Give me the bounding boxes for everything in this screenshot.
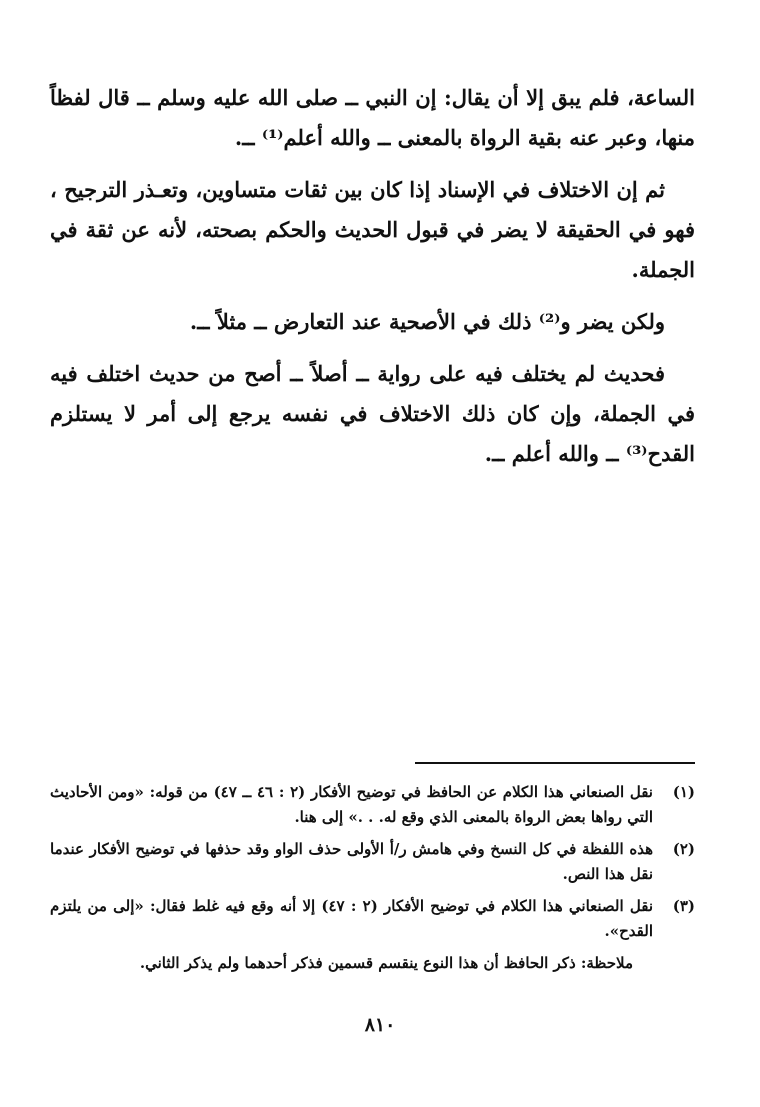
main-text	[50, 78, 695, 486]
footnote-text: نقل الصنعاني هذا الكلام في توضيح الأفكار (٢ : ٤٧) إلا أنه وقع فيه غلط فقال: «إلى من يلتزم القدح».	[50, 897, 653, 940]
paragraph-1: الساعة، فلم يبق إلا أن يقال: إن النبي ــ صلى الله عليه وسلم ــ قال لفظاً منها، وعبر عنه بقية الرواة بالمعنى ــ والله أعلم⁽¹⁾ ــ.	[50, 85, 695, 150]
footnote-1	[50, 780, 695, 830]
footnote-divider	[415, 762, 695, 764]
footnotes	[50, 780, 695, 976]
footnote-number: (٢)	[672, 840, 695, 858]
footnote-text: نقل الصنعاني هذا الكلام عن الحافظ في توضيح الأفكار (٢ : ٤٦ ــ ٤٧) من قوله: «ومن الأحاديث التي رواها بعض الرواة بالمعنى الذي وقع له. . .» إلى هنا.	[50, 783, 653, 826]
footnote-number: (٣)	[672, 897, 695, 915]
paragraph-2: ثم إن الاختلاف في الإسناد إذا كان بين ثقات متساوين، وتعـذر الترجيح ، فهو في الحقيقة لا يضر في قبول الحديث والحكم بصحته، لأنه عن ثقة في الجملة.	[50, 177, 695, 282]
page-number: ٨١٠	[364, 1014, 396, 1036]
footnote-number: (١)	[672, 783, 695, 801]
paragraph-3: ولكن يضر و⁽²⁾ ذلك في الأصحية عند التعارض ــ مثلاً ــ.	[189, 309, 665, 334]
footnote-2	[50, 837, 695, 887]
paragraph-4: فحديث لم يختلف فيه على رواية ــ أصلاً ــ أصح من حديث اختلف فيه في الجملة، وإن كان ذلك الاختلاف في نفسه يرجع إلى أمر لا يستلزم القدح⁽³⁾ ــ والله أعلم ــ.	[50, 361, 695, 466]
footnote-text: هذه اللفظة في كل النسخ وفي هامش ر/أ الأولى حذف الواو وقد حذفها في توضيح الأفكار عندما نقل هذا النص.	[50, 840, 653, 883]
editor-note: ملاحظة: ذكر الحافظ أن هذا النوع ينقسم قسمين فذكر أحدهما ولم يذكر الثاني.	[139, 954, 633, 972]
footnote-3	[50, 894, 695, 944]
